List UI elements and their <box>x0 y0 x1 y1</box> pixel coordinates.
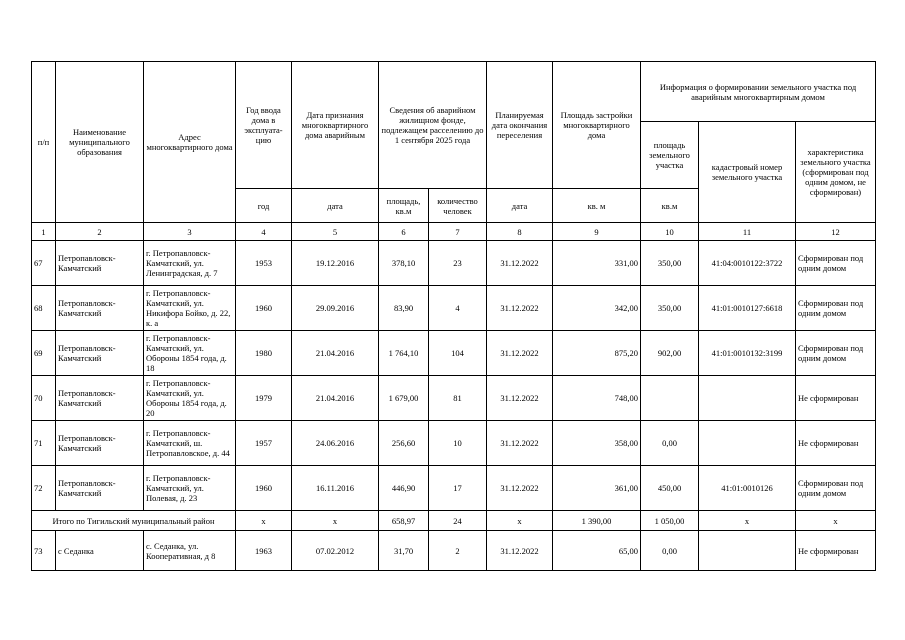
row-planned: 31.12.2022 <box>487 241 553 286</box>
table-row <box>32 421 876 466</box>
col-number: 4 <box>236 223 292 241</box>
col-number: 9 <box>553 223 641 241</box>
row-land: 0,00 <box>641 531 699 571</box>
row-land <box>641 376 699 421</box>
header-planned-date: Планируемая дата окончания переселения <box>487 62 553 189</box>
row-mo: Петропавловск-Камчатский <box>56 376 144 421</box>
total-cadastral: x <box>699 511 796 531</box>
row-date: 16.11.2016 <box>292 466 379 511</box>
col-number: 11 <box>699 223 796 241</box>
row-land: 0,00 <box>641 421 699 466</box>
row-address: г. Петропавловск-Камчатский, ул. Ленинградская, д. 7 <box>144 241 236 286</box>
row-mo: Петропавловск-Камчатский <box>56 286 144 331</box>
table-body <box>32 241 876 511</box>
row-mo: с Седанка <box>56 531 144 571</box>
table-row <box>32 531 876 571</box>
col-number: 7 <box>429 223 487 241</box>
table-row <box>32 376 876 421</box>
row-characteristic: Не сформирован <box>796 531 876 571</box>
row-people: 10 <box>429 421 487 466</box>
table-row <box>32 286 876 331</box>
unit-date: дата <box>292 189 379 223</box>
col-number: 1 <box>32 223 56 241</box>
row-people: 4 <box>429 286 487 331</box>
col-number: 2 <box>56 223 144 241</box>
col-number: 10 <box>641 223 699 241</box>
row-date: 24.06.2016 <box>292 421 379 466</box>
row-mo: Петропавловск-Камчатский <box>56 241 144 286</box>
total-year: x <box>236 511 292 531</box>
table-row <box>32 331 876 376</box>
total-date: x <box>292 511 379 531</box>
header-address: Адрес многоквартирного дома <box>144 62 236 223</box>
row-build: 748,00 <box>553 376 641 421</box>
column-numbers-row <box>32 223 876 241</box>
row-number: 67 <box>32 241 56 286</box>
header-land-area: площадь земельного участка <box>641 122 699 189</box>
header-fund-group: Сведения об аварийном жилищном фонде, подлежащем расселению до 1 сентября 2025 года <box>379 62 487 189</box>
col-number: 5 <box>292 223 379 241</box>
unit-planned: дата <box>487 189 553 223</box>
row-people: 23 <box>429 241 487 286</box>
row-date: 21.04.2016 <box>292 376 379 421</box>
row-area: 446,90 <box>379 466 429 511</box>
col-number: 12 <box>796 223 876 241</box>
row-year: 1963 <box>236 531 292 571</box>
row-build: 875,20 <box>553 331 641 376</box>
row-build: 65,00 <box>553 531 641 571</box>
header-year: Год ввода дома в эксплуата-цию <box>236 62 292 189</box>
unit-year: год <box>236 189 292 223</box>
row-area: 378,10 <box>379 241 429 286</box>
row-characteristic: Сформирован под одним домом <box>796 241 876 286</box>
row-build: 331,00 <box>553 241 641 286</box>
row-cadastral: 41:01:0010126 <box>699 466 796 511</box>
row-year: 1980 <box>236 331 292 376</box>
row-planned: 31.12.2022 <box>487 331 553 376</box>
total-label: Итого по Тигильский муниципальный район <box>32 511 236 531</box>
total-area: 658,97 <box>379 511 429 531</box>
row-mo: Петропавловск-Камчатский <box>56 331 144 376</box>
row-address: г. Петропавловск-Камчатский, ш. Петропавловское, д. 44 <box>144 421 236 466</box>
row-area: 1 679,00 <box>379 376 429 421</box>
row-land: 350,00 <box>641 286 699 331</box>
row-people: 17 <box>429 466 487 511</box>
row-number: 71 <box>32 421 56 466</box>
row-area: 83,90 <box>379 286 429 331</box>
row-year: 1979 <box>236 376 292 421</box>
row-number: 68 <box>32 286 56 331</box>
header-build-area: Площадь застройки многоквартирного дома <box>553 62 641 189</box>
row-build: 358,00 <box>553 421 641 466</box>
row-year: 1960 <box>236 466 292 511</box>
row-characteristic: Не сформирован <box>796 376 876 421</box>
row-planned: 31.12.2022 <box>487 286 553 331</box>
row-characteristic: Сформирован под одним домом <box>796 286 876 331</box>
row-planned: 31.12.2022 <box>487 376 553 421</box>
row-people: 2 <box>429 531 487 571</box>
unit-people: количество человек <box>429 189 487 223</box>
total-row <box>32 511 876 531</box>
header-date-recognition: Дата признания многоквартирного дома аварийным <box>292 62 379 189</box>
row-area: 31,70 <box>379 531 429 571</box>
row-year: 1960 <box>236 286 292 331</box>
total-build: 1 390,00 <box>553 511 641 531</box>
header-land-characteristic: характеристика земельного участка (сформирован под одним домом, не сформирован) <box>796 122 876 223</box>
header-land-group: Информация о формировании земельного участка под аварийным многоквартирным домом <box>641 62 876 122</box>
row-land: 350,00 <box>641 241 699 286</box>
row-number: 73 <box>32 531 56 571</box>
row-cadastral: 41:01:0010127:6618 <box>699 286 796 331</box>
row-characteristic: Не сформирован <box>796 421 876 466</box>
row-people: 104 <box>429 331 487 376</box>
col-number: 6 <box>379 223 429 241</box>
total-people: 24 <box>429 511 487 531</box>
row-planned: 31.12.2022 <box>487 466 553 511</box>
header-mo: Наименование муниципального образования <box>56 62 144 223</box>
unit-land: кв.м <box>641 189 699 223</box>
row-address: г. Петропавловск-Камчатский, ул. Обороны 1854 года, д. 20 <box>144 376 236 421</box>
total-characteristic: x <box>796 511 876 531</box>
row-planned: 31.12.2022 <box>487 531 553 571</box>
row-address: г. Петропавловск-Камчатский, ул. Обороны 1854 года, д. 18 <box>144 331 236 376</box>
row-address: г. Петропавловск-Камчатский, ул. Никифора Бойко, д. 22, к. а <box>144 286 236 331</box>
row-cadastral: 41:04:0010122:3722 <box>699 241 796 286</box>
row-cadastral <box>699 421 796 466</box>
row-year: 1953 <box>236 241 292 286</box>
header-num: п/п <box>32 62 56 223</box>
header-cadastral: кадастровый номер земельного участка <box>699 122 796 223</box>
col-number: 8 <box>487 223 553 241</box>
table-row <box>32 466 876 511</box>
row-number: 70 <box>32 376 56 421</box>
row-address: г. Петропавловск-Камчатский, ул. Полевая, д. 23 <box>144 466 236 511</box>
row-build: 361,00 <box>553 466 641 511</box>
row-date: 07.02.2012 <box>292 531 379 571</box>
unit-area: площадь, кв.м <box>379 189 429 223</box>
row-year: 1957 <box>236 421 292 466</box>
row-date: 29.09.2016 <box>292 286 379 331</box>
row-build: 342,00 <box>553 286 641 331</box>
housing-table <box>31 61 876 571</box>
row-area: 256,60 <box>379 421 429 466</box>
row-cadastral <box>699 531 796 571</box>
total-land: 1 050,00 <box>641 511 699 531</box>
row-area: 1 764,10 <box>379 331 429 376</box>
unit-build: кв. м <box>553 189 641 223</box>
row-planned: 31.12.2022 <box>487 421 553 466</box>
row-people: 81 <box>429 376 487 421</box>
row-number: 72 <box>32 466 56 511</box>
row-mo: Петропавловск-Камчатский <box>56 466 144 511</box>
row-address: с. Седанка, ул. Кооперативная, д 8 <box>144 531 236 571</box>
row-cadastral <box>699 376 796 421</box>
table-row <box>32 241 876 286</box>
row-mo: Петропавловск-Камчатский <box>56 421 144 466</box>
row-land: 450,00 <box>641 466 699 511</box>
row-date: 19.12.2016 <box>292 241 379 286</box>
total-planned: x <box>487 511 553 531</box>
row-land: 902,00 <box>641 331 699 376</box>
col-number: 3 <box>144 223 236 241</box>
row-number: 69 <box>32 331 56 376</box>
row-characteristic: Сформирован под одним домом <box>796 331 876 376</box>
row-characteristic: Сформирован под одним домом <box>796 466 876 511</box>
row-cadastral: 41:01:0010132:3199 <box>699 331 796 376</box>
row-date: 21.04.2016 <box>292 331 379 376</box>
